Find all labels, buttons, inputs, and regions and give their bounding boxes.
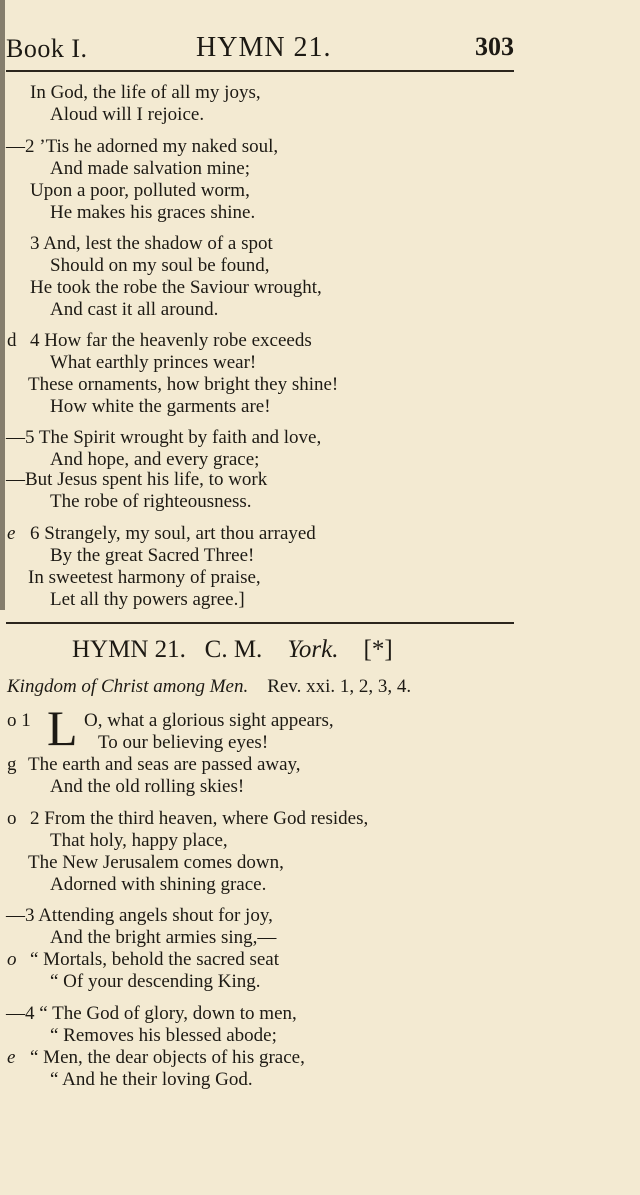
hymn-tune: York. (287, 636, 339, 663)
page-spine-shadow (0, 0, 5, 610)
verse-line: In God, the life of all my joys, (30, 82, 261, 103)
dynamic-mark: e (7, 523, 16, 544)
verse-line: —3 Attending angels shout for joy, (6, 905, 273, 926)
verse-line: He makes his graces shine. (50, 202, 256, 223)
verse-line: And made salvation mine; (50, 158, 250, 179)
dynamic-mark: e (7, 1047, 16, 1068)
verse-line: In sweetest harmony of praise, (28, 567, 261, 588)
verse-line: “ Men, the dear objects of his grace, (30, 1047, 305, 1068)
hymn-number: HYMN 21. (72, 636, 186, 663)
verse-line: The New Jerusalem comes down, (28, 852, 284, 873)
verse-line: 3 And, lest the shadow of a spot (30, 233, 273, 254)
dynamic-mark: o (7, 949, 17, 970)
verse-line: 4 How far the heavenly robe exceeds (30, 330, 312, 351)
verse-line: The robe of righteousness. (50, 491, 252, 512)
verse-line: And hope, and every grace; (50, 449, 260, 470)
verse-line: Upon a poor, polluted worm, (30, 180, 250, 201)
verse-line: The earth and seas are passed away, (28, 754, 301, 775)
page-number: 303 (475, 32, 514, 61)
hymn-meter: C. M. (204, 636, 263, 663)
hymn-subject-line (7, 676, 411, 698)
verse-line: Aloud will I rejoice. (50, 104, 205, 125)
verse-line: And cast it all around. (50, 299, 219, 320)
scripture-reference: Rev. xxi. 1, 2, 3, 4. (267, 676, 412, 697)
hymn-subject: Kingdom of Christ among Men. (7, 676, 249, 697)
verse-line: How white the garments are! (50, 396, 271, 417)
verse-line: —2 ’Tis he adorned my naked soul, (6, 136, 279, 157)
dynamic-mark: d (7, 330, 17, 351)
book-label: Book I. (6, 34, 88, 63)
verse-line: 6 Strangely, my soul, art thou arrayed (30, 523, 316, 544)
verse-line: —But Jesus spent his life, to work (6, 469, 268, 490)
verse-line: O, what a glorious sight appears, (84, 710, 334, 731)
verse-line: “ Mortals, behold the sacred seat (30, 949, 280, 970)
verse-line: —5 The Spirit wrought by faith and love, (6, 427, 322, 448)
verse-line: And the old rolling skies! (50, 776, 245, 797)
verse-line: Let all thy powers agree.] (50, 589, 245, 610)
hymn-separator-rule (6, 622, 514, 624)
running-header (6, 30, 514, 70)
verse-line: Should on my soul be found, (50, 255, 270, 276)
verse-line: And the bright armies sing,— (50, 927, 277, 948)
verse-line: 2 From the third heaven, where God resides, (30, 808, 369, 829)
verse-line: That holy, happy place, (50, 830, 228, 851)
header-hymn-title: HYMN 21. (196, 32, 332, 63)
verse-line: What earthly princes wear! (50, 352, 257, 373)
verse-line: Adorned with shining grace. (50, 874, 267, 895)
verse-line: These ornaments, how bright they shine! (28, 374, 339, 395)
verse-line: “ Of your descending King. (50, 971, 261, 992)
dynamic-mark: g (7, 754, 17, 775)
verse-line: To our believing eyes! (98, 732, 269, 753)
verse-line: He took the robe the Saviour wrought, (30, 277, 322, 298)
hymn-bracket-mark: [*] (363, 636, 393, 663)
verse-line: By the great Sacred Three! (50, 545, 255, 566)
dynamic-mark: o 1 (7, 710, 31, 731)
drop-cap-letter: L (47, 700, 78, 756)
verse-line: “ And he their loving God. (50, 1069, 253, 1090)
verse-line: —4 “ The God of glory, down to men, (6, 1003, 297, 1024)
verse-line: “ Removes his blessed abode; (50, 1025, 277, 1046)
hymn-title (72, 636, 393, 664)
header-rule (6, 70, 514, 72)
dynamic-mark: o (7, 808, 17, 829)
